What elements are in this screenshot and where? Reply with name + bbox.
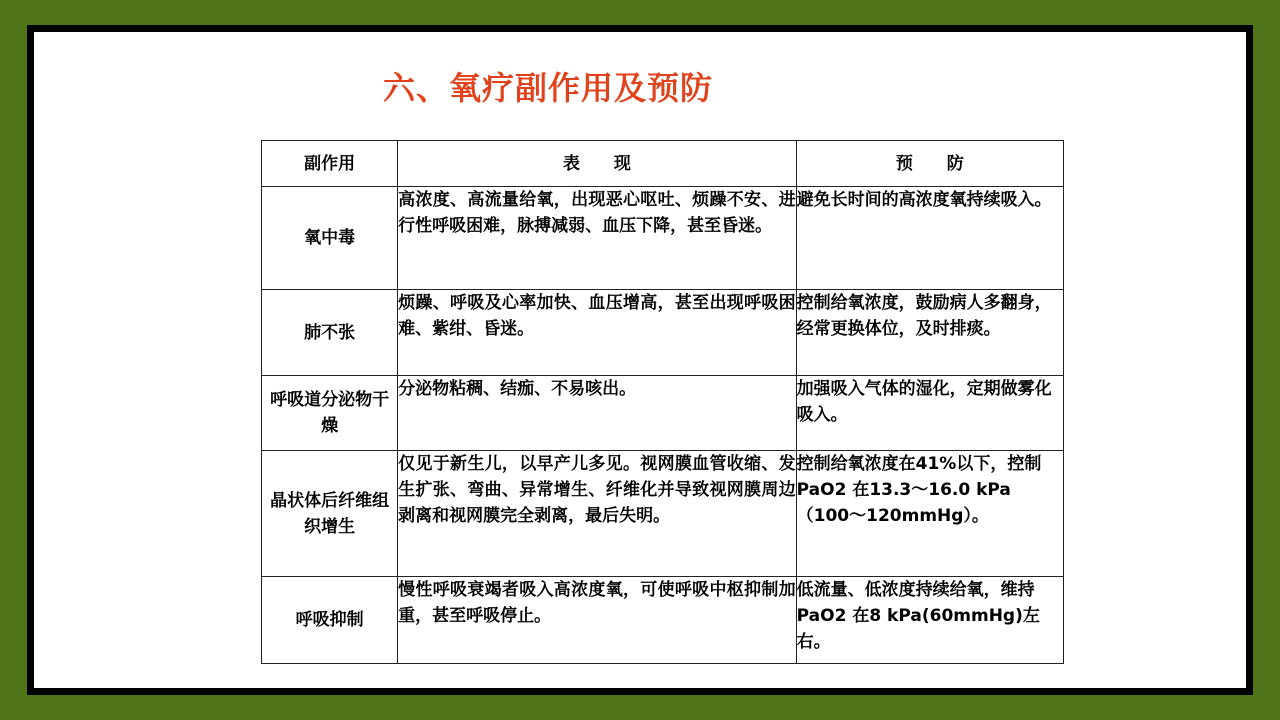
prevention-cell: 低流量、低浓度持续给氧，维持PaO2 在8 kPa(60mmHg)左右。	[796, 577, 1063, 664]
side-effect-cell: 呼吸道分泌物干燥	[262, 376, 398, 451]
table-row	[262, 451, 1064, 577]
table-row	[262, 376, 1064, 451]
prevention-cell: 避免长时间的高浓度氧持续吸入。	[796, 187, 1063, 290]
prevention-cell: 控制给氧浓度，鼓励病人多翻身，经常更换体位，及时排痰。	[796, 290, 1063, 376]
table-header-row	[262, 141, 1064, 187]
manifestation-cell: 慢性呼吸衰竭者吸入高浓度氧，可使呼吸中枢抑制加重，甚至呼吸停止。	[398, 577, 796, 664]
manifestation-cell: 高浓度、高流量给氧，出现恶心呕吐、烦躁不安、进行性呼吸困难，脉搏减弱、血压下降，甚至昏迷。	[398, 187, 796, 290]
manifestation-cell: 仅见于新生儿，以早产儿多见。视网膜血管收缩、发生扩张、弯曲、异常增生、纤维化并导致视网膜周边剥离和视网膜完全剥离，最后失明。	[398, 451, 796, 577]
side-effect-cell: 氧中毒	[262, 187, 398, 290]
side-effect-cell: 呼吸抑制	[262, 577, 398, 664]
side-effect-cell: 晶状体后纤维组织增生	[262, 451, 398, 577]
header-side-effect: 副作用	[262, 141, 398, 187]
table-row	[262, 187, 1064, 290]
side-effect-cell: 肺不张	[262, 290, 398, 376]
table-row	[262, 290, 1064, 376]
header-manifestation: 表 现	[398, 141, 796, 187]
side-effects-table	[261, 140, 1064, 664]
manifestation-cell: 烦躁、呼吸及心率加快、血压增高，甚至出现呼吸困难、紫绀、昏迷。	[398, 290, 796, 376]
slide-title: 六、氧疗副作用及预防	[383, 69, 714, 107]
header-prevention: 预 防	[796, 141, 1063, 187]
prevention-cell: 控制给氧浓度在41%以下，控制PaO2 在13.3～16.0 kPa（100～120mmHg）。	[796, 451, 1063, 577]
prevention-cell: 加强吸入气体的湿化，定期做雾化吸入。	[796, 376, 1063, 451]
table-row	[262, 577, 1064, 664]
manifestation-cell: 分泌物粘稠、结痂、不易咳出。	[398, 376, 796, 451]
